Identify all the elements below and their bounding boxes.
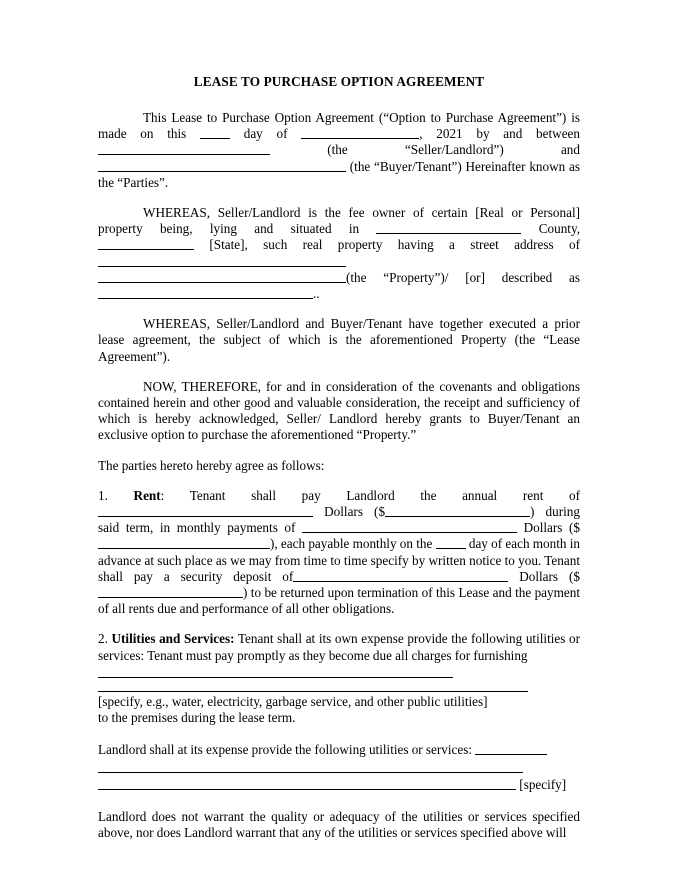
blank-seller-name[interactable] — [98, 143, 270, 155]
paragraph-whereas-lease: WHEREAS, Seller/Landlord and Buyer/Tenant have together executed a prior lease agreement, the subject of which is the aforementioned Property (the “Lease Agreement”). — [98, 316, 580, 364]
landlord-utilities-line — [98, 742, 580, 758]
spacer-before-landlord-utilities — [98, 726, 580, 742]
paragraph-introduction — [98, 110, 580, 191]
landlord-utilities-specify-tag: [specify] — [519, 776, 567, 792]
clause-rent-text-part-4: Dollars ($ — [523, 520, 580, 536]
intro-text-part-1: This Lease to Purchase Option Agreement (“Option to Purchase Agreement”) is made on this — [98, 110, 580, 142]
blank-property-description[interactable] — [98, 287, 313, 299]
clause-rent-text-part-8: ) to be returned upon termination of this Lease and the payment of all rents due and performance of all other obligations. — [98, 585, 580, 617]
clause-rent-text-part-3: ) during said term, in monthly payments of — [98, 504, 580, 536]
clause-rent-text-part-7: Dollars ($ — [519, 568, 580, 584]
clause-rent-text-part-1: Tenant shall pay Landlord the annual rent of — [189, 487, 581, 503]
clause-utilities-heading: Utilities and Services: — [111, 631, 235, 647]
blank-day[interactable] — [200, 127, 230, 139]
whereas1-text-part-3: [State], such real property having a street address of — [209, 237, 580, 253]
blank-monthly-rent-amount[interactable] — [98, 537, 270, 549]
spacer-before-warranty — [98, 793, 580, 809]
clause-rent-heading: Rent — [133, 487, 161, 503]
tenant-utilities-specify-note: [specify, e.g., water, electricity, garbage service, and other public utilities] — [98, 693, 488, 709]
paragraph-warranty-disclaimer: Landlord does not warrant the quality or adequacy of the utilities or services specified above, nor does Landlord warrant that any of the utilities or services specified above will — [98, 808, 580, 840]
intro-text-part-4: (the “Seller/Landlord”) and — [327, 142, 580, 158]
paragraph-whereas-owner — [98, 205, 580, 302]
clause-rent — [98, 488, 580, 618]
blank-county[interactable] — [376, 222, 521, 234]
clause-utilities — [98, 631, 580, 663]
clause-utilities-text-part-1: Tenant shall at its own expense provide the following utilities or services: Tenant must pay promptly as they become due all charges for furnishing — [98, 631, 581, 663]
clause-rent-text-part-5: ), each payable monthly on the — [270, 536, 433, 552]
clause-rent-heading-suffix: : — [160, 487, 165, 503]
landlord-utilities-text: Landlord shall at its expense provide the following utilities or services: — [98, 742, 473, 758]
whereas1-text-part-2: County, — [538, 221, 581, 237]
paragraph-now-therefore: NOW, THEREFORE, for and in consideration of the covenants and obligations contained herein and other good and valuable consideration, the receipt and sufficiency of which is hereby acknowledged, Seller/ Landlord hereby grants to Buyer/Tenant an exclusive option to purchase the aforementioned “Property.” — [98, 378, 580, 443]
blank-line-tenant-utilities-1[interactable] — [98, 677, 453, 678]
clause-utilities-number: 2. — [98, 631, 108, 647]
paragraph-agree-lead: The parties hereto hereby agree as follows: — [98, 457, 325, 473]
blank-state[interactable] — [98, 238, 194, 250]
blank-line-landlord-utilities-1[interactable] — [98, 772, 523, 773]
clause-rent-text-part-2: Dollars ($ — [324, 504, 386, 520]
document-body — [98, 74, 580, 855]
blank-deposit-words[interactable] — [293, 570, 508, 582]
landlord-utilities-specify-row — [98, 777, 580, 793]
intro-text-part-5: (the “Buyer/Tenant”) Hereinafter known as the “Parties”. — [98, 158, 580, 190]
blank-street-address-line-1[interactable] — [98, 255, 346, 267]
intro-text-part-2: day of — [243, 126, 288, 142]
blank-line-tenant-utilities-2[interactable] — [98, 691, 528, 692]
blank-due-day[interactable] — [436, 537, 466, 549]
blank-street-address-line-2[interactable] — [98, 271, 346, 283]
clause-rent-number: 1. — [98, 487, 108, 503]
blank-annual-rent-words[interactable] — [98, 505, 313, 517]
blank-monthly-rent-words[interactable] — [302, 521, 517, 533]
blank-landlord-utilities-inline[interactable] — [475, 743, 547, 755]
whereas1-text-part-5: .. — [313, 286, 320, 302]
tenant-utilities-premises-text: to the premises during the lease term. — [98, 710, 296, 726]
blank-line-landlord-utilities-2[interactable] — [98, 778, 516, 790]
blank-deposit-amount[interactable] — [98, 586, 243, 598]
document-title: LEASE TO PURCHASE OPTION AGREEMENT — [193, 74, 485, 89]
clause-rent-text-part-6: day of each month in advance at such place as we may from time to time specify by written notice to you. Tenant shall pay a security deposit of — [98, 536, 580, 584]
blank-annual-rent-amount[interactable] — [385, 505, 530, 517]
blank-month[interactable] — [301, 127, 419, 139]
whereas1-text-part-1: WHEREAS, Seller/Landlord is the fee owner of certain [Real or Personal] property being, lying and situated in — [98, 205, 580, 237]
whereas1-text-part-4: (the “Property”)/ [or] described as — [346, 269, 580, 285]
blank-buyer-name[interactable] — [98, 160, 346, 172]
intro-text-part-3: , 2021 by and between — [419, 126, 580, 142]
